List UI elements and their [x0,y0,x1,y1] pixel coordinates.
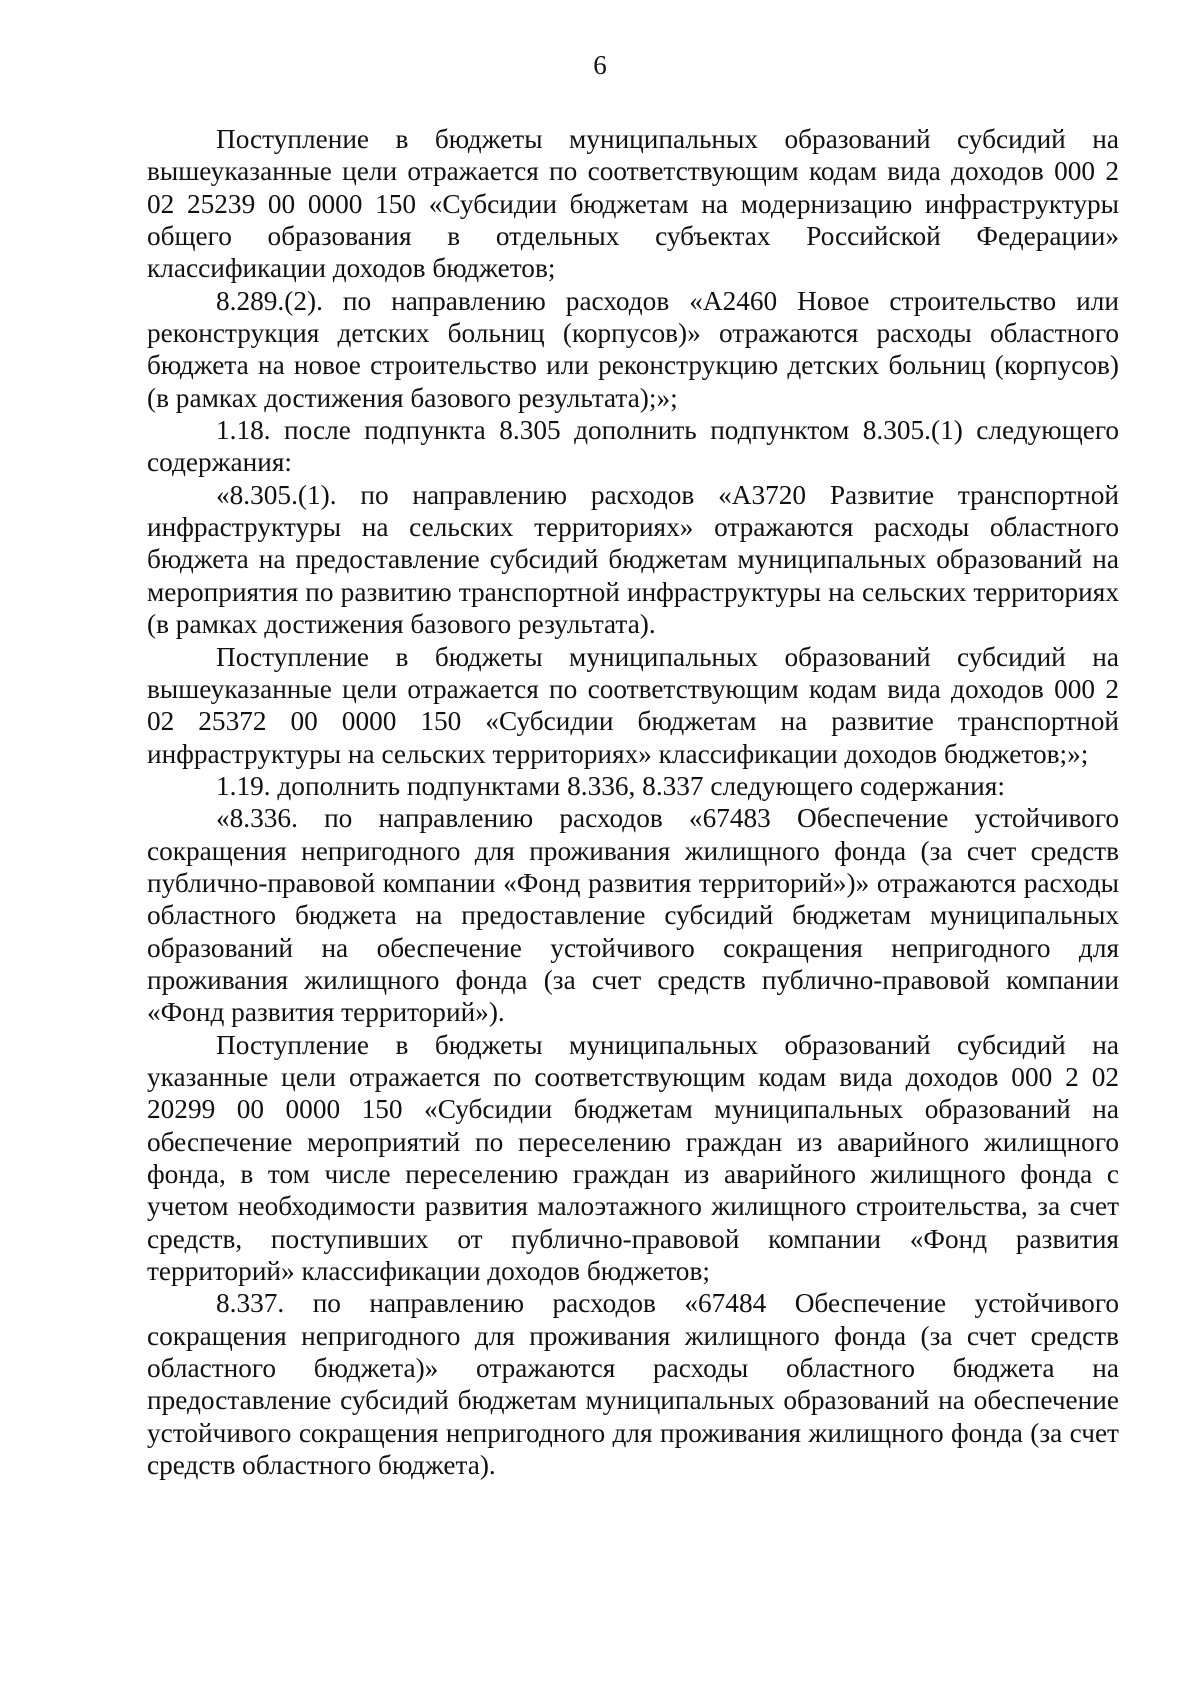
paragraph-receipt-resettlement: Поступление в бюджеты муниципальных образований субсидий на указанные цели отражается по соответствующим кодам вида доходов 000 2 02 20299 00 0000 150 «Субсидии бюджетам муниципальных образований на обеспечение мероприятий по переселению граждан из аварийного жилищного фонда, в том числе переселению граждан из аварийного жилищного фонда с учетом необходимости развития малоэтажного жилищного строительства, за счет средств, поступивших от публично-правовой компании «Фонд развития территорий» классификации доходов бюджетов; [147,1029,1119,1287]
paragraph-1-18: 1.18. после подпункта 8.305 дополнить подпунктом 8.305.(1) следующего содержания: [147,415,1119,478]
page-number: 6 [593,50,607,80]
paragraph-receipt-rural-transport: Поступление в бюджеты муниципальных образований субсидий на вышеуказанные цели отражается по соответствующим кодам вида доходов 000 2 02 25372 00 0000 150 «Субсидии бюджетам на развитие транспортной инфраструктуры на сельских территориях» классификации доходов бюджетов;»; [147,641,1119,769]
paragraph-8-289-2: 8.289.(2). по направлению расходов «А2460 Новое строительство или реконструкция детских больниц (корпусов)» отражаются расходы областного бюджета на новое строительство или реконструкцию детских больниц (корпусов) (в рамках достижения базового результата);»; [147,285,1119,413]
paragraph-8-305-1: «8.305.(1). по направлению расходов «А3720 Развитие транспортной инфраструктуры на сельских территориях» отражаются расходы областного бюджета на предоставление субсидий бюджетам муниципальных образований на мероприятия по развитию транспортной инфраструктуры на сельских территориях (в рамках достижения базового результата). [147,479,1119,640]
paragraph-8-337: 8.337. по направлению расходов «67484 Обеспечение устойчивого сокращения непригодного для проживания жилищного фонда (за счет средств областного бюджета)» отражаются расходы областного бюджета на предоставление субсидий бюджетам муниципальных образований на обеспечение устойчивого сокращения непригодного для проживания жилищного фонда (за счет средств областного бюджета). [147,1288,1119,1481]
paragraph-receipt-general-education: Поступление в бюджеты муниципальных образований субсидий на вышеуказанные цели отражается по соответствующим кодам вида доходов 000 2 02 25239 00 0000 150 «Субсидии бюджетам на модернизацию инфраструктуры общего образования в отдельных субъектах Российской Федерации» классификации доходов бюджетов; [147,124,1119,284]
paragraph-8-336: «8.336. по направлению расходов «67483 Обеспечение устойчивого сокращения непригодного для проживания жилищного фонда (за счет средств публично-правовой компании «Фонд развития территорий»)» отражаются расходы областного бюджета на предоставление субсидий бюджетам муниципальных образований на обеспечение устойчивого сокращения непригодного для проживания жилищного фонда (за счет средств публично-правовой компании «Фонд развития территорий»). [147,803,1119,1028]
document-body [147,123,1119,1481]
paragraph-1-19: 1.19. дополнить подпунктами 8.336, 8.337 следующего содержания: [216,770,1005,801]
